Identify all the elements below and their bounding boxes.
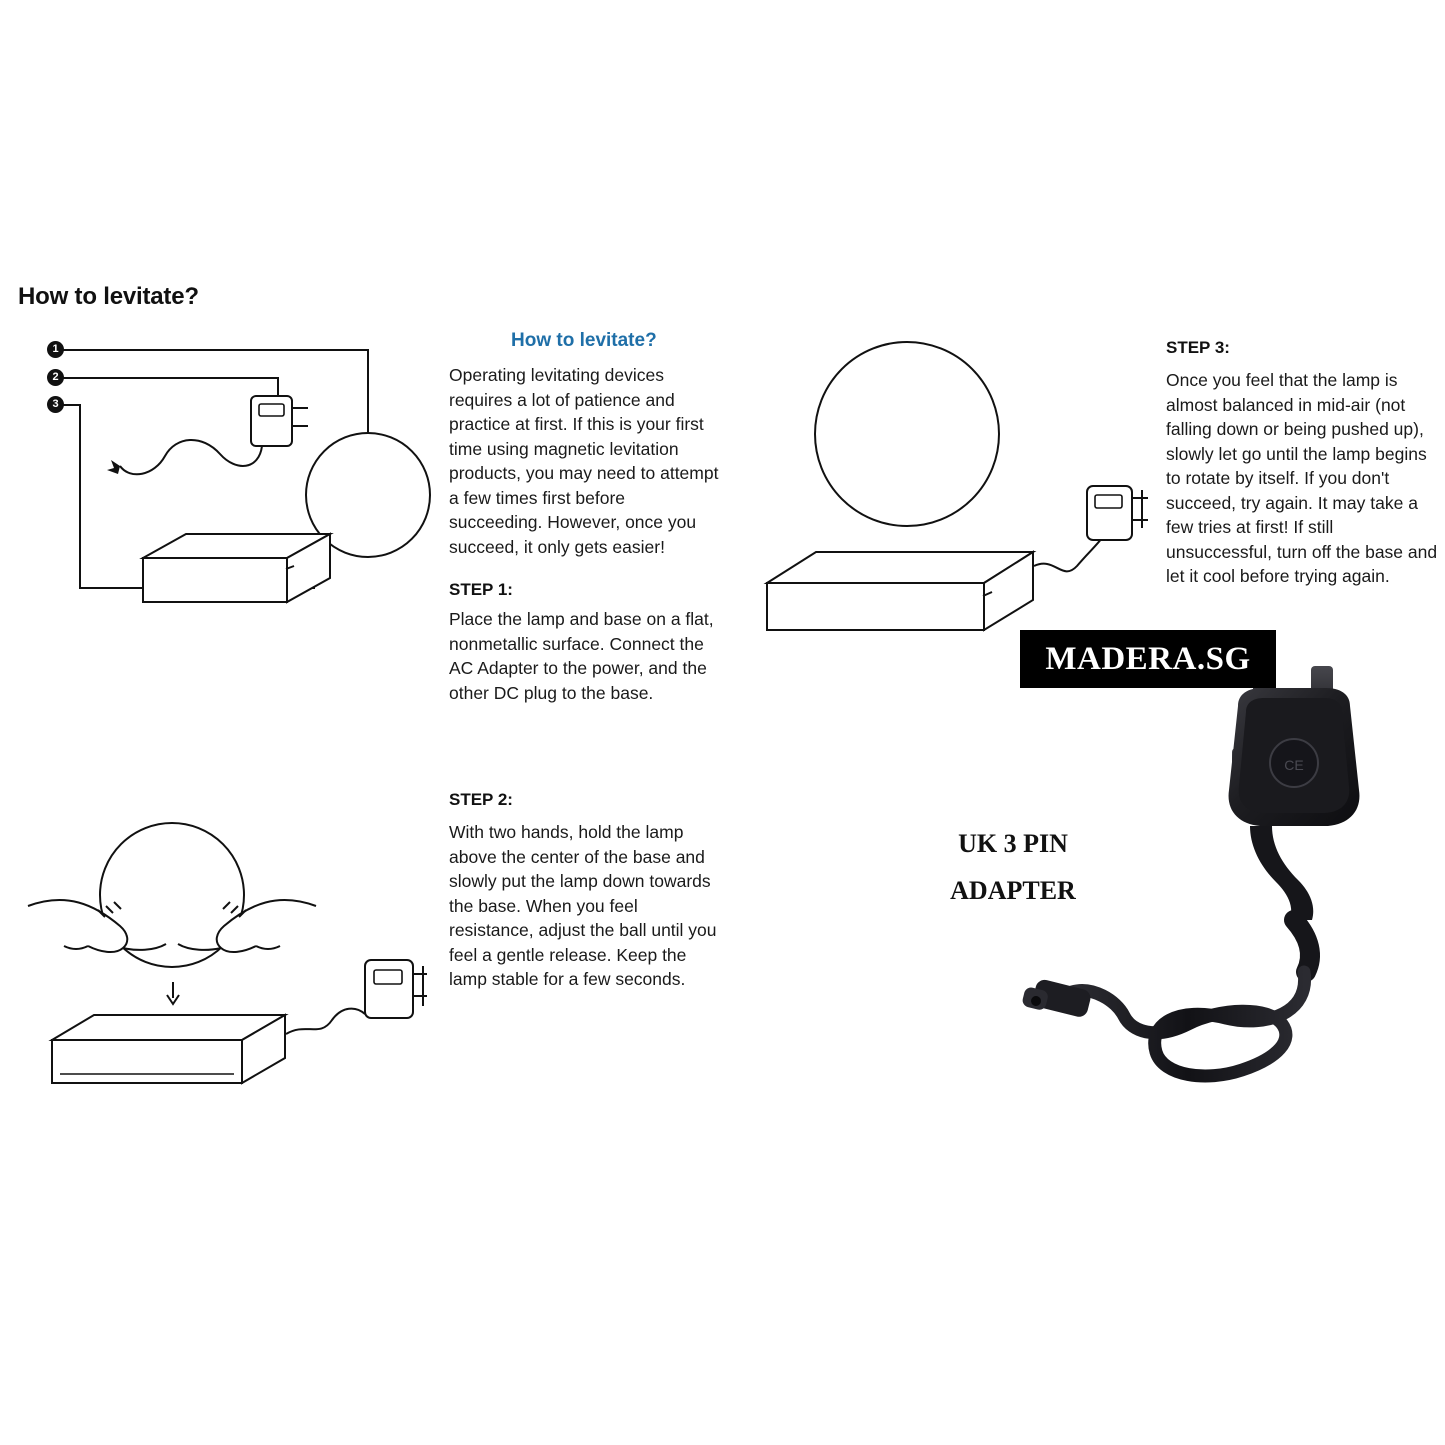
adapter-caption-line-1: UK 3 PIN	[958, 829, 1068, 858]
figure-step2-diagram	[20, 800, 440, 1100]
callout-bullet-1: 1	[47, 341, 64, 358]
watermark-madera-sg: MADERA.SG	[1020, 630, 1276, 688]
step-3-label: STEP 3:	[1166, 338, 1230, 357]
callout-bullet-2: 2	[47, 369, 64, 386]
step-3-paragraph: Once you feel that the lamp is almost balanced in mid-air (not falling down or being pushed up), slowly let go until the lamp begins to rotate by itself. If you don't succeed, try again. It may take a few tries at first! If still unsuccessful, turn off the base and let it cool before trying again.	[1166, 370, 1438, 586]
adapter-caption	[898, 820, 1128, 914]
adapter-caption-line-2: ADAPTER	[950, 876, 1076, 905]
intro-paragraph: Operating levitating devices requires a lot of patience and practice at first. If this is your first time using magnetic levitation products, you may need to attempt a few times first before succeeding. However, once you succeed, it only gets easier!	[449, 365, 719, 557]
page-title: How to levitate?	[18, 283, 199, 310]
intro-heading: How to levitate?	[511, 330, 657, 351]
step3-line-drawing	[740, 330, 1160, 660]
callout-bullet-3: 3	[47, 396, 64, 413]
step2-line-drawing	[20, 800, 440, 1100]
step-2-label: STEP 2:	[449, 790, 513, 809]
step-1-label: STEP 1:	[449, 580, 513, 599]
step-2-paragraph: With two hands, hold the lamp above the center of the base and slowly put the lamp down towards the base. When you feel resistance, adjust the ball until you feel a gentle release. Keep the lamp stable for a few seconds.	[449, 822, 717, 989]
step1-line-drawing	[10, 330, 440, 630]
figure-step1-diagram	[10, 330, 440, 630]
figure-step3-diagram	[740, 330, 1160, 660]
step-1-paragraph: Place the lamp and base on a flat, nonmetallic surface. Connect the AC Adapter to the power, and the other DC plug to the base.	[449, 609, 714, 703]
svg-text:CE: CE	[1284, 757, 1304, 773]
